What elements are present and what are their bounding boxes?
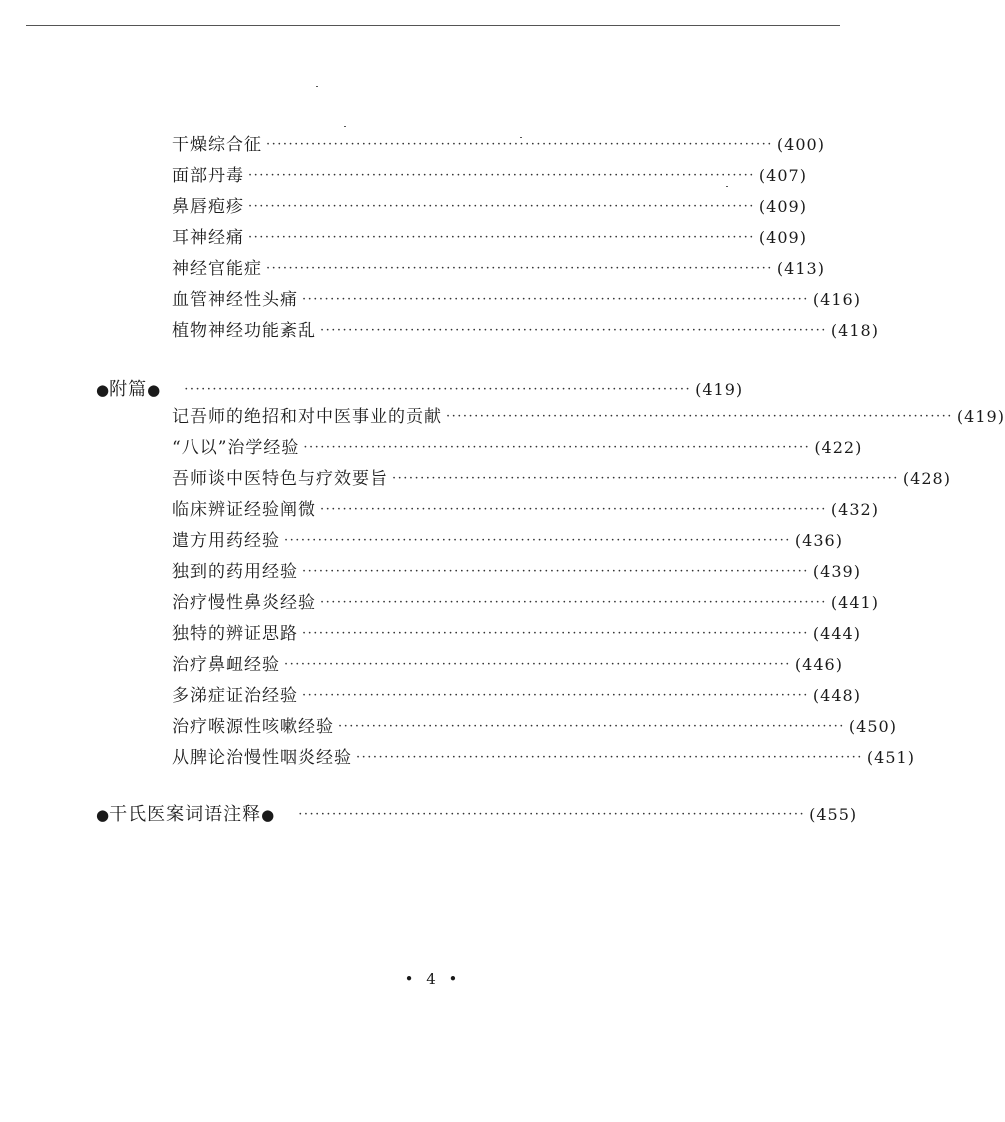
toc-leader-dots: ·························································································· — [248, 230, 755, 245]
toc-entry-title: 独到的药用经验 — [172, 562, 298, 582]
toc-entry-title: 血管神经性头痛 — [172, 290, 298, 310]
toc-entry-title: 神经官能症 — [172, 259, 262, 279]
toc-entry-title: 植物神经功能紊乱 — [172, 321, 316, 341]
bullet-icon: ● — [261, 806, 275, 824]
toc-entry-page: (409) — [758, 197, 807, 216]
toc-leader-dots: ·························································································· — [184, 382, 692, 397]
toc-entry[interactable] — [172, 163, 807, 189]
toc-leader-dots: ·························································································· — [356, 750, 863, 765]
toc-entry[interactable] — [172, 466, 951, 492]
toc-entry[interactable] — [172, 590, 879, 616]
toc-entry-page: (409) — [758, 228, 807, 247]
toc-section-glossary[interactable] — [96, 802, 858, 828]
toc-entry-title: 独特的辨证思路 — [172, 624, 298, 644]
toc-entry-title: 干燥综合征 — [172, 135, 262, 155]
bullet-icon: ● — [96, 806, 110, 824]
scan-speck — [316, 86, 318, 87]
toc-entry[interactable] — [172, 194, 807, 220]
toc-leader-dots: ·························································································· — [284, 533, 791, 548]
toc-entry-title: 治疗鼻衄经验 — [172, 655, 280, 675]
toc-entry[interactable] — [172, 435, 863, 461]
toc-section-page: (455) — [809, 805, 858, 824]
toc-entry[interactable] — [172, 132, 825, 158]
toc-entry[interactable] — [172, 683, 861, 709]
toc-entry-page: (436) — [794, 531, 843, 550]
toc-entry-page: (416) — [812, 290, 861, 309]
toc-entry-title: 治疗慢性鼻炎经验 — [172, 593, 316, 613]
toc-entry-page: (422) — [814, 438, 863, 457]
toc-entry-page: (418) — [830, 321, 879, 340]
top-rule — [26, 25, 840, 26]
bullet-icon: ● — [96, 381, 110, 399]
toc-leader-dots: ·························································································· — [338, 719, 845, 734]
toc-leader-dots: ·························································································· — [303, 440, 811, 455]
toc-entry-page: (428) — [902, 469, 951, 488]
toc-entry[interactable] — [172, 714, 897, 740]
toc-entry-page: (446) — [794, 655, 843, 674]
toc-entry-title: 从脾论治慢性咽炎经验 — [172, 748, 352, 768]
toc-leader-dots: ·························································································· — [392, 471, 899, 486]
toc-leader-dots: ·························································································· — [266, 261, 773, 276]
toc-section-title: 干氏医案词语注释 — [109, 804, 262, 825]
toc-leader-dots: ·························································································· — [302, 564, 809, 579]
toc-entry-page: (413) — [776, 259, 825, 278]
toc-entry-title: 遣方用药经验 — [172, 531, 280, 551]
toc-section-title: 附篇 — [109, 379, 148, 400]
toc-leader-dots: ·························································································· — [298, 807, 806, 822]
toc-entry-page: (419) — [956, 407, 1005, 426]
toc-entry-page: (450) — [848, 717, 897, 736]
scan-speck — [344, 126, 346, 127]
toc-entry-title: 面部丹毒 — [172, 166, 244, 186]
toc-entry[interactable] — [172, 225, 807, 251]
toc-leader-dots: ·························································································· — [446, 409, 953, 424]
toc-section-page: (419) — [695, 380, 744, 399]
toc-entry[interactable] — [172, 497, 879, 523]
toc-leader-dots: ·························································································· — [302, 688, 809, 703]
toc-entry[interactable] — [172, 256, 825, 282]
toc-leader-dots: ·························································································· — [302, 292, 809, 307]
toc-section-heading — [96, 377, 160, 403]
toc-leader-dots: ·························································································· — [248, 199, 755, 214]
toc-entry[interactable] — [172, 621, 861, 647]
toc-entry[interactable] — [172, 528, 843, 554]
toc-entry[interactable] — [172, 318, 879, 344]
toc-entry-page: (439) — [812, 562, 861, 581]
toc-section-appendix[interactable] — [96, 377, 744, 403]
toc-entry[interactable] — [172, 652, 843, 678]
toc-leader-dots: ·························································································· — [320, 323, 827, 338]
toc-leader-dots: ·························································································· — [266, 137, 773, 152]
toc-leader-dots: ·························································································· — [320, 595, 827, 610]
toc-entry-page: (407) — [758, 166, 807, 185]
toc-section-heading — [96, 802, 274, 828]
toc-entry-title: 治疗喉源性咳嗽经验 — [172, 717, 334, 737]
toc-entry-title: 记吾师的绝招和对中医事业的贡献 — [172, 407, 442, 427]
toc-entry-title: 多涕症证治经验 — [172, 686, 298, 706]
toc-entry[interactable] — [172, 745, 915, 771]
toc-entry-page: (451) — [866, 748, 915, 767]
page-number: • 4 • — [404, 970, 462, 988]
toc-entry[interactable] — [172, 404, 1005, 430]
toc-entry-page: (400) — [776, 135, 825, 154]
toc-entry-page: (444) — [812, 624, 861, 643]
toc-entry-page: (432) — [830, 500, 879, 519]
toc-entry-title: “八以”治学经验 — [172, 438, 300, 458]
toc-entry-page: (441) — [830, 593, 879, 612]
toc-entry-title: 鼻唇疱疹 — [172, 197, 244, 217]
toc-entry[interactable] — [172, 559, 861, 585]
toc-leader-dots: ·························································································· — [284, 657, 791, 672]
toc-entry-title: 吾师谈中医特色与疗效要旨 — [172, 469, 388, 489]
toc-entry[interactable] — [172, 287, 861, 313]
toc-entry-page: (448) — [812, 686, 861, 705]
toc-leader-dots: ·························································································· — [320, 502, 827, 517]
bullet-icon: ● — [147, 381, 161, 399]
toc-leader-dots: ·························································································· — [302, 626, 809, 641]
toc-entry-title: 临床辨证经验阐微 — [172, 500, 316, 520]
toc-leader-dots: ·························································································· — [248, 168, 755, 183]
toc-entry-title: 耳神经痛 — [172, 228, 244, 248]
